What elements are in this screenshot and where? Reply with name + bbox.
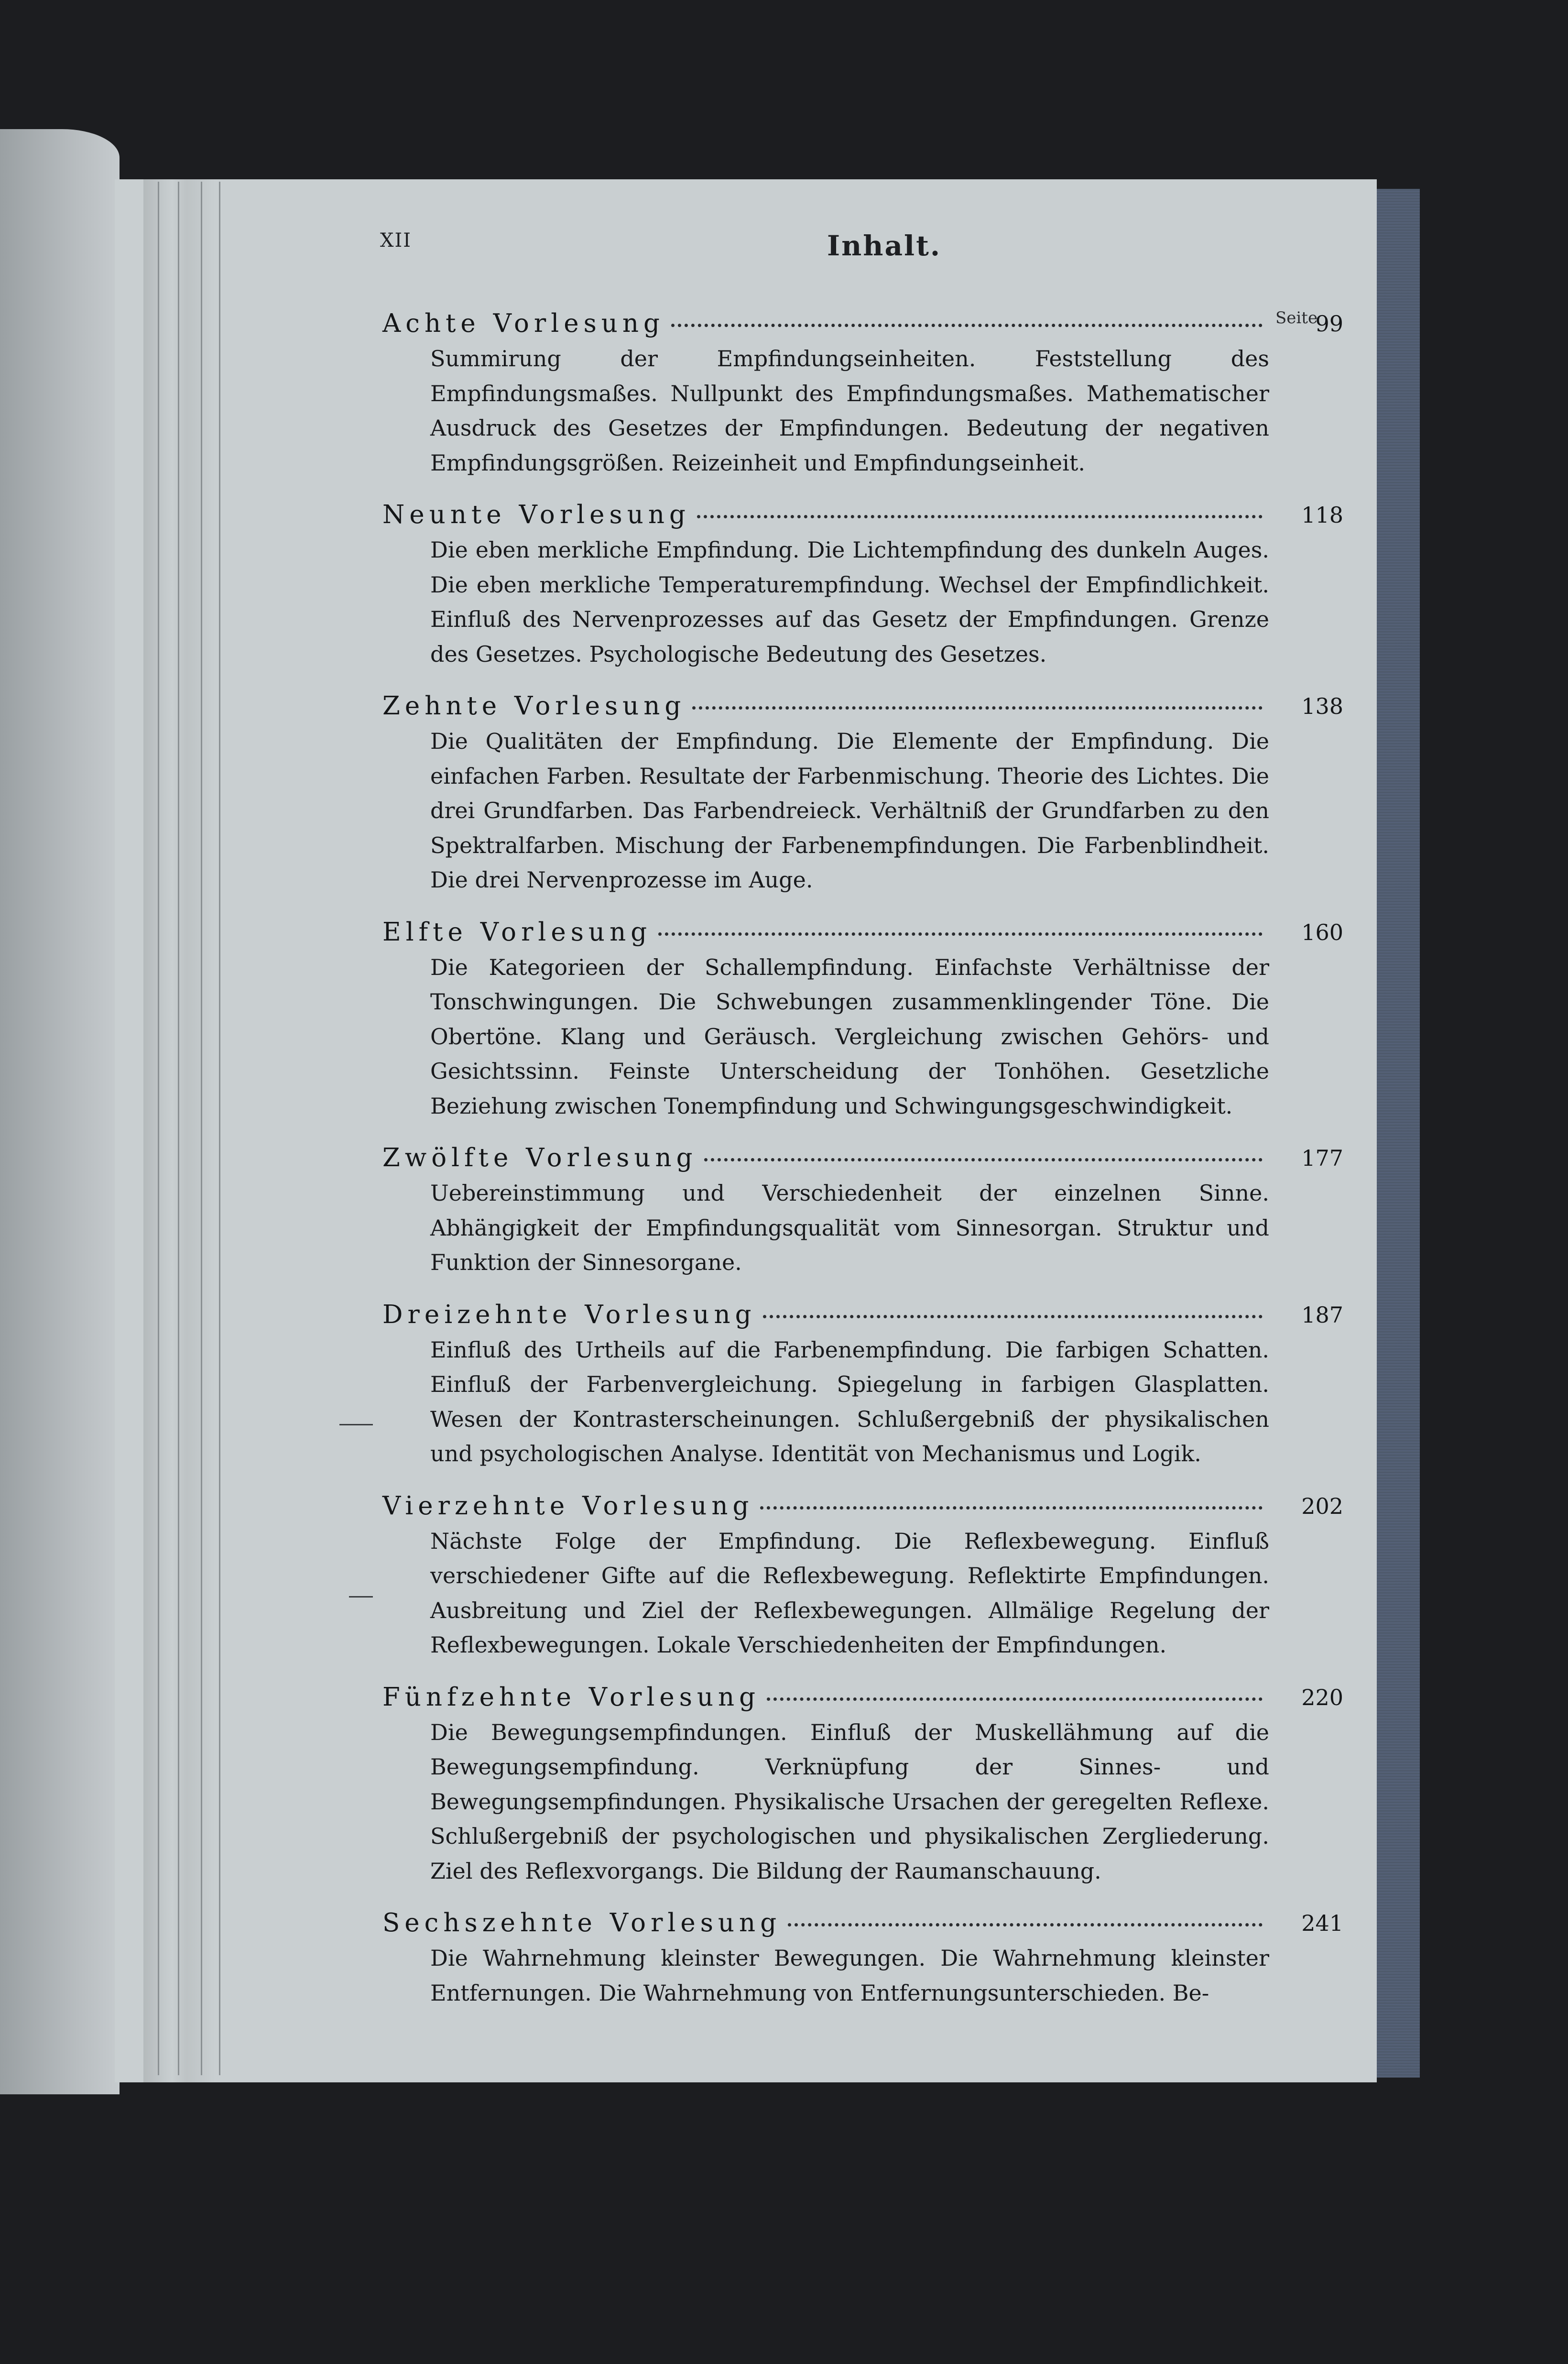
page-number: 99: [1315, 311, 1343, 337]
dot-leader: [788, 1923, 1263, 1926]
lecture-summary: Nächste Folge der Empfindung. Die Reflexbewegung. Einfluß verschiedener Gifte auf die Reflexbewegung. Reflektirte Empfindungen. Ausbreitung und Ziel der Reflexbewegungen. Allmälige Regelung der Reflexbewegungen. Lokale Verschiedenheiten der Empfindungen.: [430, 1528, 1269, 1658]
facing-page-edge: [0, 129, 120, 2094]
dot-leader: [697, 515, 1263, 518]
toc-entry: [382, 689, 1343, 897]
lecture-summary: Die Bewegungsempfindungen. Einfluß der Muskellähmung auf die Bewegungsempfindung. Verknüpfung der Sinnes- und Bewegungsempfindungen. Physikalische Ursachen der geregelten Reflexe. Schlußergebniß der psychologischen und physikalischen Zergliederung. Ziel des Reflexvorgangs. Die Bildung der Raumanschauung.: [430, 1719, 1269, 1884]
dot-leader: [692, 706, 1263, 710]
margin-mark: [339, 1424, 373, 1425]
lecture-line: [382, 1680, 1269, 1715]
lecture-line: [382, 306, 1269, 341]
page-number: 118: [1301, 502, 1343, 528]
dot-leader: [760, 1506, 1263, 1510]
lecture-summary: Die eben merkliche Empfindung. Die Lichtempfindung des dunkeln Auges. Die eben merkliche Temperaturempfindung. Wechsel der Empfindlichkeit. Einfluß des Nervenprozesses auf das Gesetz der Empfindungen. Grenze des Gesetzes. Psychologische Bedeutung des Gesetzes.: [430, 537, 1269, 667]
lecture-title: Zwölfte Vorlesung: [382, 1143, 697, 1172]
page-number: 160: [1301, 919, 1343, 945]
page-folio: XII: [380, 230, 412, 252]
dot-leader: [671, 324, 1263, 327]
lecture-line: [382, 915, 1269, 950]
gutter-line: [158, 182, 159, 2075]
lecture-line: [382, 1140, 1269, 1176]
toc-entry: [382, 497, 1343, 671]
lecture-summary: Summirung der Empfindungseinheiten. Feststellung des Empfindungsmaßes. Nullpunkt des Empfindungsmaßes. Mathematischer Ausdruck des Gesetzes der Empfindungen. Bedeutung der negativen Empfindungsgrößen. Reizeinheit und Empfindungseinheit.: [430, 346, 1269, 476]
lecture-title: Zehnte Vorlesung: [382, 691, 686, 721]
page-number: 241: [1301, 1910, 1343, 1936]
toc-entry: [382, 915, 1343, 1124]
lecture-title: Dreizehnte Vorlesung: [382, 1300, 756, 1329]
table-of-contents: [382, 306, 1343, 2027]
page-number: 220: [1301, 1684, 1343, 1710]
gutter-line: [201, 182, 202, 2075]
toc-entry: [382, 1297, 1343, 1471]
lecture-line: [382, 497, 1269, 533]
lecture-title: Sechszehnte Vorlesung: [382, 1908, 782, 1937]
lecture-title: Neunte Vorlesung: [382, 500, 690, 529]
toc-entry: [382, 306, 1343, 480]
page-title: Inhalt.: [827, 230, 942, 262]
page-number: 202: [1301, 1493, 1343, 1519]
gutter-line: [178, 182, 179, 2075]
lecture-summary: Die Wahrnehmung kleinster Bewegungen. Die Wahrnehmung kleinster Entfernungen. Die Wahrnehmung von Entfernungsunterschieden. Be-: [430, 1945, 1269, 2006]
lecture-summary: Einfluß des Urtheils auf die Farbenempfindung. Die farbigen Schatten. Einfluß der Farbenvergleichung. Spiegelung in farbigen Glasplatten. Wesen der Kontrasterscheinungen. Schlußergebniß der physikalischen und psychologischen Analyse. Identität von Mechanismus und Logik.: [430, 1336, 1269, 1467]
dot-leader: [767, 1697, 1263, 1701]
lecture-summary: Uebereinstimmung und Verschiedenheit der einzelnen Sinne. Abhängigkeit der Empfindungsqualität vom Sinnesorgan. Struktur und Funktion der Sinnesorgane.: [430, 1180, 1269, 1275]
gutter-line: [219, 182, 220, 2075]
lecture-title: Vierzehnte Vorlesung: [382, 1491, 754, 1521]
lecture-title: Achte Vorlesung: [382, 309, 664, 338]
lecture-line: [382, 1905, 1269, 1941]
page-number: 138: [1301, 693, 1343, 719]
lecture-summary: Die Kategorieen der Schallempfindung. Einfachste Verhältnisse der Tonschwingungen. Die Schwebungen zusammenklingender Töne. Die Obertöne. Klang und Geräusch. Vergleichung zwischen Gehörs- und Gesichtssinn. Feinste Unterscheidung der Tonhöhen. Gesetzliche Beziehung zwischen Tonempfindung und Schwingungsgeschwindigkeit.: [430, 954, 1269, 1119]
lecture-line: [382, 1297, 1269, 1333]
page-gutter-shadow: [143, 179, 215, 2082]
dot-leader: [763, 1315, 1263, 1318]
page-column-label: Seite: [1275, 308, 1318, 328]
margin-mark: [349, 1596, 373, 1598]
lecture-summary: Die Qualitäten der Empfindung. Die Elemente der Empfindung. Die einfachen Farben. Resultate der Farbenmischung. Theorie des Lichtes. Die drei Grundfarben. Das Farbendreieck. Verhältniß der Grundfarben zu den Spektralfarben. Mischung der Farbenempfindungen. Die Farbenblindheit. Die drei Nervenprozesse im Auge.: [430, 728, 1269, 893]
toc-entry: [382, 1488, 1343, 1663]
lecture-line: [382, 689, 1269, 724]
lecture-title: Elfte Vorlesung: [382, 917, 652, 947]
lecture-line: [382, 1488, 1269, 1524]
page-number: 177: [1301, 1145, 1343, 1171]
page-number: 187: [1301, 1302, 1343, 1328]
toc-entry: [382, 1140, 1343, 1280]
dot-leader: [658, 932, 1263, 936]
toc-entry: [382, 1905, 1343, 2010]
toc-entry: [382, 1680, 1343, 1889]
lecture-title: Fünfzehnte Vorlesung: [382, 1682, 761, 1712]
dot-leader: [704, 1158, 1263, 1161]
